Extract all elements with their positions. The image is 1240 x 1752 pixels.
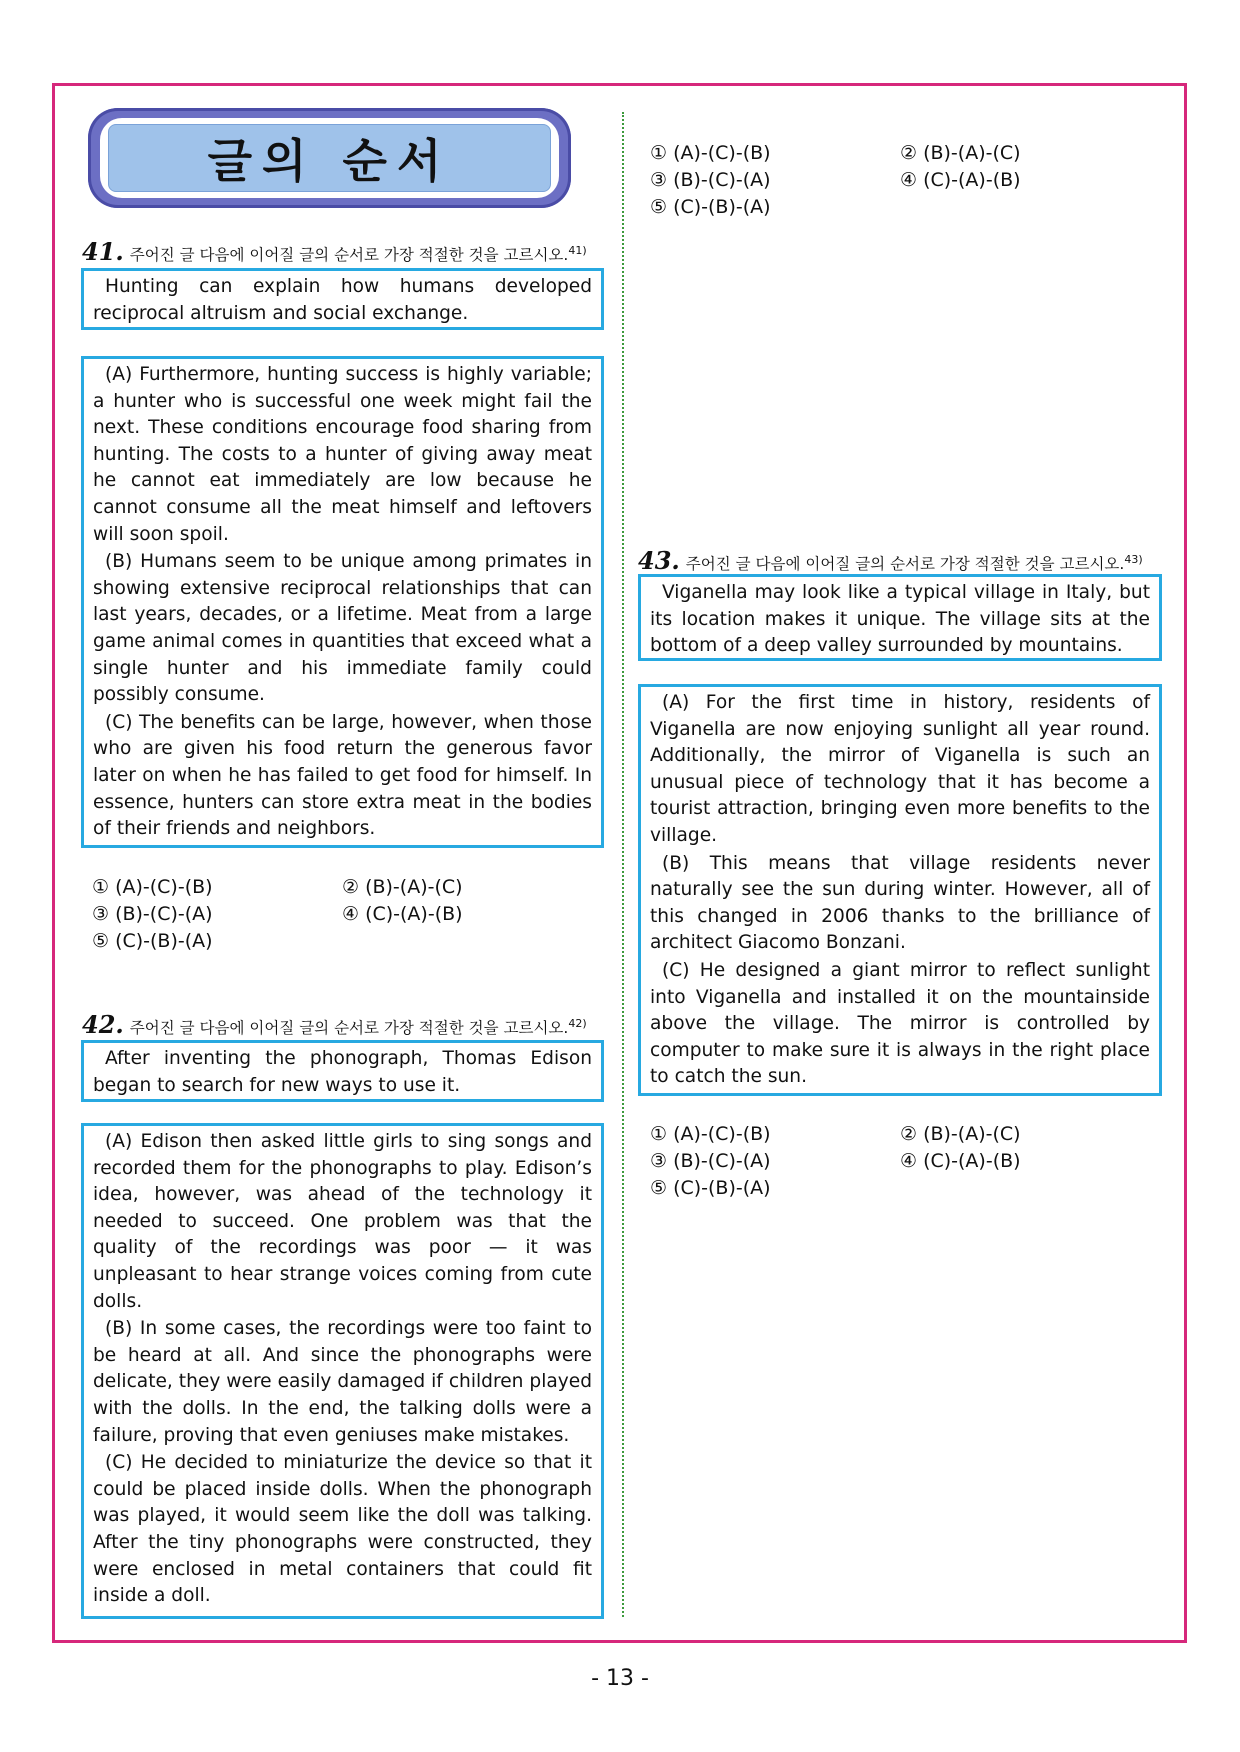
question-instruction: 주어진 글 다음에 이어질 글의 순서로 가장 적절한 것을 고르시오. — [129, 1019, 569, 1037]
question-number: 42. — [82, 1010, 124, 1039]
page-number: - 13 - — [591, 1666, 649, 1691]
choice-4[interactable]: ④ (C)-(A)-(B) — [900, 1150, 1021, 1172]
question-43-passage-box — [638, 684, 1162, 1096]
question-43-choices — [650, 1121, 1130, 1202]
paragraph-a: (A) For the first time in history, residents of Viganella are now enjoying sunlight all year round. Additionally, the mirror of Viganella is such an unusual piece of technology that it has become a tourist attraction, bringing even more benefits to the village. — [650, 692, 1150, 846]
paragraph-c: (C) He designed a giant mirror to reflect sunlight into Viganella and installed it on the mountainside above the village. The mirror is controlled by computer to make sure it is always in the right place to catch the sun. — [650, 959, 1150, 1088]
question-number: 41. — [82, 237, 124, 266]
question-instruction: 주어진 글 다음에 이어질 글의 순서로 가장 적절한 것을 고르시오. — [129, 246, 569, 264]
question-42-header — [82, 1010, 587, 1039]
paragraph-c: (C) The benefits can be large, however, when those who are given his food return the generous favor later on when he has failed to get food for himself. In essence, hunters can store extra meat in the bodies of their friends and neighbors. — [93, 711, 592, 840]
prev-question-choices — [650, 140, 1130, 221]
question-number: 43. — [638, 546, 680, 575]
paragraph-b: (B) Humans seem to be unique among primates in showing extensive reciprocal relationships that can last years, decades, or a lifetime. Meat from a large game animal comes in quantities that exceed what a single hunter and his immediate family could possibly consume. — [93, 551, 592, 706]
choice-5[interactable]: ⑤ (C)-(B)-(A) — [650, 196, 771, 218]
question-43-header — [638, 546, 1143, 575]
choice-2[interactable]: ② (B)-(A)-(C) — [342, 876, 463, 898]
paragraph-a: (A) Furthermore, hunting success is highly variable; a hunter who is successful one week might fail the next. These conditions encourage food sharing from hunting. The costs to a hunter of giving away meat he cannot eat immediately are low because he cannot consume all the meat himself and leftovers will soon spoil. — [93, 364, 592, 545]
choice-3[interactable]: ③ (B)-(C)-(A) — [650, 169, 771, 191]
paragraph-b: (B) This means that village residents never naturally see the sun during winter. However, all of this changed in 2006 thanks to the brilliance of architect Giacomo Bonzani. — [650, 852, 1150, 954]
choice-1[interactable]: ① (A)-(C)-(B) — [92, 876, 213, 898]
choice-3[interactable]: ③ (B)-(C)-(A) — [650, 1150, 771, 1172]
question-ref: 43) — [1124, 552, 1143, 566]
choice-4[interactable]: ④ (C)-(A)-(B) — [342, 903, 463, 925]
question-42-passage-box — [81, 1123, 604, 1619]
page-title: 글의 순서 — [207, 134, 452, 188]
given-text: Hunting can explain how humans developed reciprocal altruism and social exchange. — [93, 276, 592, 324]
title-banner-mid — [100, 118, 559, 198]
question-41-header — [82, 237, 587, 266]
choice-2[interactable]: ② (B)-(A)-(C) — [900, 142, 1021, 164]
choice-3[interactable]: ③ (B)-(C)-(A) — [92, 903, 213, 925]
given-text: Viganella may look like a typical village in Italy, but its location makes it unique. The village sits at the bottom of a deep valley surrounded by mountains. — [650, 582, 1150, 657]
title-banner — [88, 108, 571, 208]
paragraph-a: (A) Edison then asked little girls to sing songs and recorded them for the phonographs to play. Edison’s idea, however, was ahead of the technology it needed to succeed. One problem was that the quality of the recordings was poor — it was unpleasant to hear strange voices coming from cute dolls. — [93, 1131, 592, 1312]
question-41-passage-box — [81, 356, 604, 848]
title-banner-inner — [108, 124, 551, 192]
choice-1[interactable]: ① (A)-(C)-(B) — [650, 142, 771, 164]
column-divider — [622, 112, 624, 1617]
choice-1[interactable]: ① (A)-(C)-(B) — [650, 1123, 771, 1145]
question-ref: 41) — [568, 243, 587, 257]
question-41-given-box — [81, 268, 604, 330]
question-42-given-box — [81, 1040, 604, 1102]
choice-5[interactable]: ⑤ (C)-(B)-(A) — [650, 1177, 771, 1199]
paragraph-b: (B) In some cases, the recordings were too faint to be heard at all. And since the phonographs were delicate, they were easily damaged if children played with the dolls. In the end, the talking dolls were a failure, proving that even geniuses make mistakes. — [93, 1318, 592, 1446]
choice-5[interactable]: ⑤ (C)-(B)-(A) — [92, 930, 213, 952]
given-text: After inventing the phonograph, Thomas Edison began to search for new ways to use it. — [93, 1048, 592, 1096]
choice-2[interactable]: ② (B)-(A)-(C) — [900, 1123, 1021, 1145]
question-43-given-box — [638, 574, 1162, 661]
question-ref: 42) — [568, 1016, 587, 1030]
choice-4[interactable]: ④ (C)-(A)-(B) — [900, 169, 1021, 191]
question-41-choices — [92, 874, 572, 955]
question-instruction: 주어진 글 다음에 이어질 글의 순서로 가장 적절한 것을 고르시오. — [685, 555, 1125, 573]
paragraph-c: (C) He decided to miniaturize the device so that it could be placed inside dolls. When the phonograph was played, it would seem like the doll was talking. After the tiny phonographs were constructed, they were enclosed in metal containers that could fit inside a doll. — [93, 1452, 592, 1607]
